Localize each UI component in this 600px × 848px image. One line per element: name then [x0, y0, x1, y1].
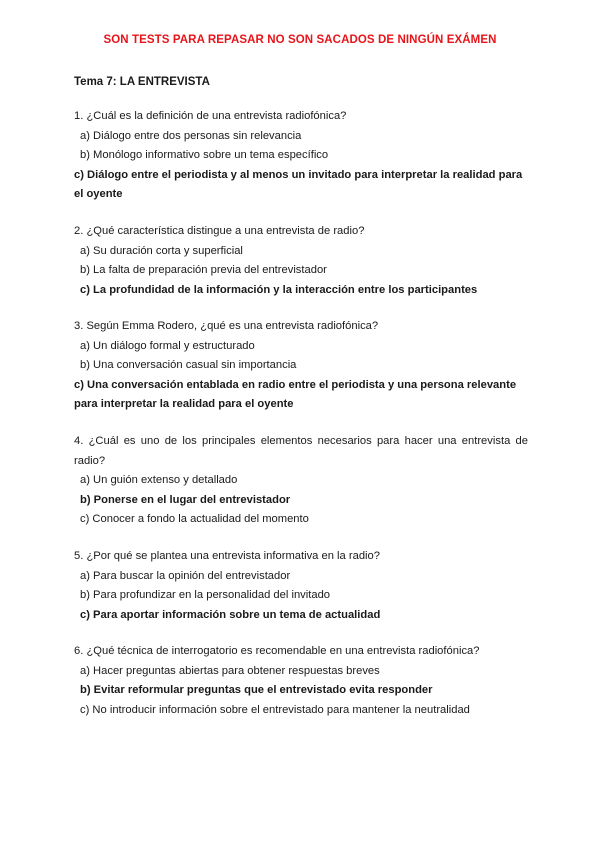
- option-c: c) Conocer a fondo la actualidad del momento: [80, 513, 309, 525]
- option-b: b) Monólogo informativo sobre un tema específico: [80, 149, 329, 161]
- option-a: a) Diálogo entre dos personas sin relevancia: [80, 129, 302, 142]
- option-a: a) Para buscar la opinión del entrevistador: [80, 569, 291, 582]
- question-6: [74, 642, 528, 720]
- option-b-correct: b) Ponerse en el lugar del entrevistador: [80, 493, 291, 506]
- question-stem: 3. Según Emma Rodero, ¿qué es una entrevista radiofónica?: [74, 320, 379, 332]
- question-5: [74, 547, 528, 625]
- option-c-correct: c) Para aportar información sobre un tema de actualidad: [80, 608, 381, 621]
- option-c: c) No introducir información sobre el entrevistado para mantener la neutralidad: [80, 703, 470, 716]
- option-b: b) La falta de preparación previa del entrevistador: [80, 264, 327, 276]
- question-stem: 1. ¿Cuál es la definición de una entrevista radiofónica?: [74, 110, 347, 122]
- option-c-correct: c) Una conversación entablada en radio entre el periodista y una persona relevante para interpretar la realidad para el oyente: [74, 378, 517, 410]
- option-a: a) Hacer preguntas abiertas para obtener respuestas breves: [80, 664, 380, 677]
- question-4: [74, 432, 528, 530]
- option-c-correct: c) La profundidad de la información y la interacción entre los participantes: [80, 283, 478, 296]
- question-2: [74, 222, 528, 300]
- question-stem: 2. ¿Qué característica distingue a una entrevista de radio?: [74, 225, 365, 237]
- question-stem: 4. ¿Cuál es uno de los principales elementos necesarios para hacer una entrevista de radio?: [74, 435, 528, 467]
- topic-title: Tema 7: LA ENTREVISTA: [74, 76, 210, 88]
- question-3: [74, 317, 528, 415]
- option-a: a) Su duración corta y superficial: [80, 244, 243, 257]
- option-a: a) Un guión extenso y detallado: [80, 474, 238, 486]
- option-c-correct: c) Diálogo entre el periodista y al menos un invitado para interpretar la realidad para el oyente: [74, 168, 523, 200]
- question-1: [74, 107, 528, 205]
- option-b-correct: b) Evitar reformular preguntas que el entrevistado evita responder: [80, 684, 433, 696]
- option-a: a) Un diálogo formal y estructurado: [80, 339, 255, 352]
- question-stem: 6. ¿Qué técnica de interrogatorio es recomendable en una entrevista radiofónica?: [74, 645, 480, 657]
- disclaimer-banner: SON TESTS PARA REPASAR NO SON SACADOS DE NINGÚN EXÁMEN: [103, 34, 497, 46]
- option-b: b) Una conversación casual sin importancia: [80, 359, 297, 371]
- option-b: b) Para profundizar en la personalidad del invitado: [80, 589, 331, 601]
- question-stem: 5. ¿Por qué se plantea una entrevista informativa en la radio?: [74, 550, 380, 562]
